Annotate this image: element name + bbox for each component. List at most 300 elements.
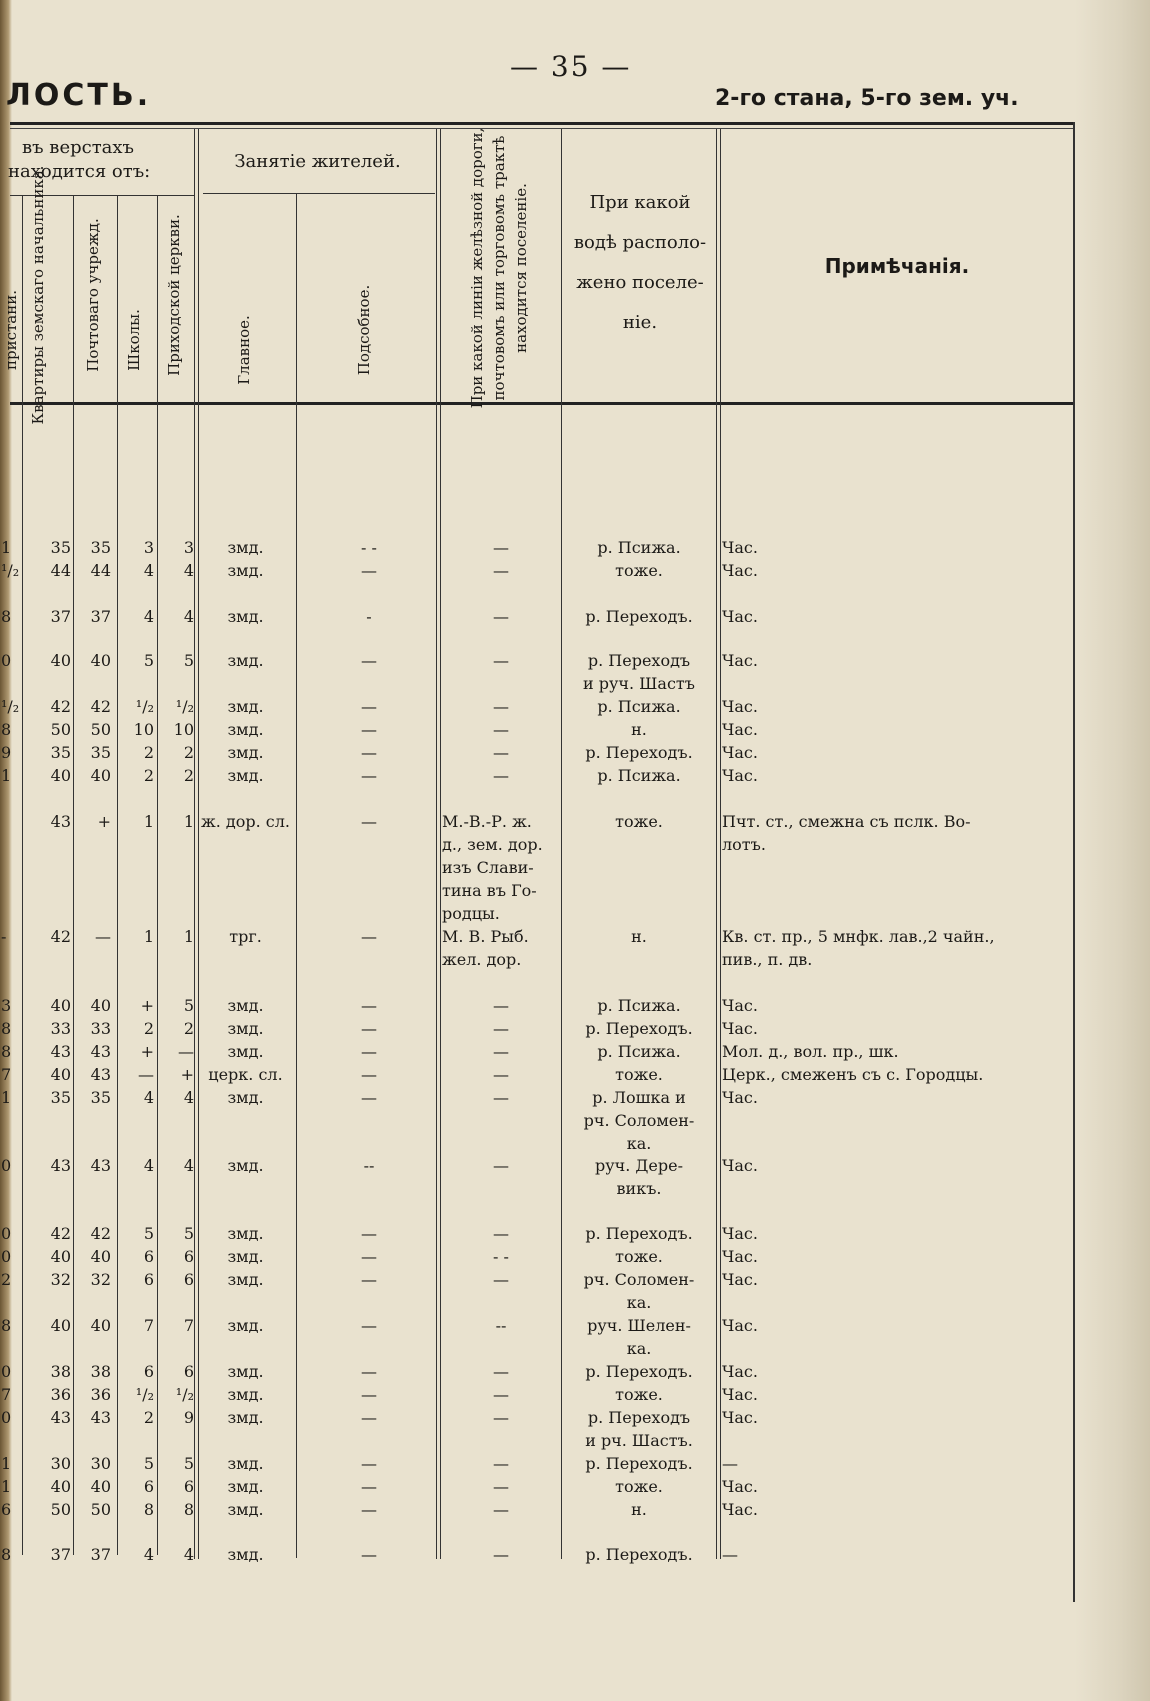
cell-edge: 0 <box>1 651 12 670</box>
cell-dist-post: 42 <box>90 697 111 716</box>
cell-dist-church: 6 <box>183 1270 194 1289</box>
cell-water: н. <box>631 927 647 946</box>
cell-aux-occupation: — <box>361 1545 377 1564</box>
cell-aux-occupation: — <box>361 561 377 580</box>
cell-water: тоже. <box>615 1247 663 1266</box>
cell-aux-occupation: — <box>361 812 377 831</box>
cell-railway: — <box>493 1088 509 1107</box>
cell-dist-zemsky: 38 <box>50 1362 71 1381</box>
cell-railway: родцы. <box>442 904 500 923</box>
cell-dist-church: 2 <box>183 743 194 762</box>
cell-railway: — <box>493 1362 509 1381</box>
cell-water: р. Переходъ. <box>585 1454 693 1473</box>
cell-dist-zemsky: 40 <box>50 766 71 785</box>
header-notes: Примѣчанія. <box>824 254 970 278</box>
cell-water: р. Переходъ. <box>585 743 693 762</box>
cell-water: р. Переходъ. <box>585 1224 693 1243</box>
cell-water: и рч. Шастъ. <box>585 1431 693 1450</box>
cell-main-occupation: церк. сл. <box>208 1065 283 1084</box>
cell-railway: — <box>493 607 509 626</box>
cell-aux-occupation: — <box>361 1224 377 1243</box>
cell-railway: — <box>493 561 509 580</box>
cell-main-occupation: змд. <box>227 743 264 762</box>
cell-dist-zemsky: 40 <box>50 651 71 670</box>
cell-dist-school: 4 <box>143 1088 154 1107</box>
cell-main-occupation: змд. <box>227 607 264 626</box>
cell-dist-church: 6 <box>183 1362 194 1381</box>
cell-dist-school: 6 <box>143 1270 154 1289</box>
cell-railway: — <box>493 1408 509 1427</box>
cell-dist-church: 2 <box>183 766 194 785</box>
cell-dist-church: 6 <box>183 1477 194 1496</box>
cell-notes: Час. <box>722 1408 758 1427</box>
cell-water: р. Переходъ. <box>585 1019 693 1038</box>
cell-dist-zemsky: 42 <box>50 697 71 716</box>
cell-main-occupation: змд. <box>227 1316 264 1335</box>
cell-notes: Час. <box>722 766 758 785</box>
cell-main-occupation: змд. <box>227 1362 264 1381</box>
cell-water: р. Псижа. <box>597 538 681 557</box>
occupation-group-header: Занятіе жителей. <box>234 151 401 172</box>
cell-dist-post: 50 <box>90 720 111 739</box>
cell-dist-church: 3 <box>183 538 194 557</box>
cell-edge: 8 <box>1 1042 12 1061</box>
cell-dist-school: 4 <box>143 607 154 626</box>
cell-dist-zemsky: 37 <box>50 1545 71 1564</box>
cell-aux-occupation: — <box>361 1247 377 1266</box>
cell-dist-school: — <box>138 1065 154 1084</box>
cell-water: р. Переходъ <box>587 1408 691 1427</box>
cell-railway: — <box>493 996 509 1015</box>
cell-main-occupation: змд. <box>227 766 264 785</box>
cell-water: тоже. <box>615 812 663 831</box>
cell-aux-occupation: — <box>361 1362 377 1381</box>
cell-aux-occupation: — <box>361 743 377 762</box>
cell-railway: — <box>493 1270 509 1289</box>
volost-title: ЛОСТЬ. <box>6 78 152 113</box>
cell-railway: - - <box>493 1247 509 1266</box>
cell-aux-occupation: — <box>361 697 377 716</box>
cell-edge: 1 <box>1 766 12 785</box>
cell-main-occupation: змд. <box>227 1156 264 1175</box>
cell-edge: 0 <box>1 1408 12 1427</box>
cell-main-occupation: змд. <box>227 1019 264 1038</box>
cell-dist-church: 1 <box>183 812 194 831</box>
cell-notes: Церк., смеженъ съ с. Городцы. <box>722 1065 984 1084</box>
cell-dist-zemsky: 40 <box>50 1065 71 1084</box>
cell-water: н. <box>631 720 647 739</box>
cell-main-occupation: змд. <box>227 996 264 1015</box>
header-railway: При какой линіи желѣзной дороги, почтовомъ или торговомъ трактѣ находится поселеніе. <box>468 127 530 409</box>
cell-dist-school: 5 <box>143 1224 154 1243</box>
cell-water: руч. Шелен- <box>587 1316 691 1335</box>
cell-railway: изъ Слави- <box>442 858 534 877</box>
cell-edge: 1 <box>1 1088 12 1107</box>
cell-dist-zemsky: 43 <box>50 1408 71 1427</box>
col-rule <box>117 195 118 1555</box>
cell-main-occupation: змд. <box>227 1454 264 1473</box>
cell-railway: М. В. Рыб. <box>442 927 529 946</box>
cell-dist-post: 40 <box>90 996 111 1015</box>
cell-dist-school: 4 <box>143 1156 154 1175</box>
cell-edge: 0 <box>1 1156 12 1175</box>
cell-main-occupation: змд. <box>227 1408 264 1427</box>
cell-notes: Час. <box>722 1500 758 1519</box>
cell-railway: — <box>493 651 509 670</box>
cell-dist-school: 2 <box>143 1408 154 1427</box>
cell-water: р. Псижа. <box>597 766 681 785</box>
cell-railway: тина въ Го- <box>442 881 537 900</box>
stan-title: 2-го стана, 5-го зем. уч. <box>715 86 1019 111</box>
cell-dist-school: 7 <box>143 1316 154 1335</box>
cell-railway: — <box>493 1156 509 1175</box>
cell-dist-church: + <box>180 1065 194 1084</box>
cell-dist-post: 40 <box>90 766 111 785</box>
cell-water: р. Псижа. <box>597 697 681 716</box>
cell-edge: 7 <box>1 1065 12 1084</box>
cell-dist-zemsky: 44 <box>50 561 71 580</box>
cell-water: тоже. <box>615 561 663 580</box>
distance-group-header: въ верстахъ находится отъ: <box>8 137 151 182</box>
cell-edge: 9 <box>1 743 12 762</box>
cell-notes: Час. <box>722 1156 758 1175</box>
cell-dist-zemsky: 40 <box>50 1247 71 1266</box>
cell-dist-school: ¹/₂ <box>135 1385 154 1404</box>
cell-main-occupation: змд. <box>227 561 264 580</box>
cell-edge: 8 <box>1 1316 12 1335</box>
cell-water: ка. <box>626 1293 652 1312</box>
cell-dist-school: 2 <box>143 1019 154 1038</box>
cell-main-occupation: змд. <box>227 1270 264 1289</box>
cell-edge: - <box>1 927 7 946</box>
cell-main-occupation: змд. <box>227 651 264 670</box>
header-edge-col: пристани. <box>2 290 20 371</box>
cell-notes: Час. <box>722 607 758 626</box>
cell-edge: 6 <box>1 1500 12 1519</box>
cell-aux-occupation: — <box>361 766 377 785</box>
cell-edge: 8 <box>1 1019 12 1038</box>
cell-notes: Час. <box>722 561 758 580</box>
cell-dist-post: 32 <box>90 1270 111 1289</box>
cell-dist-school: 6 <box>143 1362 154 1381</box>
cell-water: н. <box>631 1500 647 1519</box>
cell-dist-zemsky: 43 <box>50 1156 71 1175</box>
cell-dist-church: 8 <box>183 1500 194 1519</box>
cell-edge: 3 <box>1 996 12 1015</box>
header-water: При какой водѣ располо- жено поселе- ніе. <box>573 192 707 333</box>
cell-dist-church: 9 <box>183 1408 194 1427</box>
cell-dist-school: 5 <box>143 1454 154 1473</box>
cell-aux-occupation: — <box>361 1500 377 1519</box>
header-aux: Подсобное. <box>355 284 373 376</box>
cell-dist-zemsky: 43 <box>50 1042 71 1061</box>
cell-aux-occupation: — <box>361 1316 377 1335</box>
cell-aux-occupation: — <box>361 927 377 946</box>
cell-dist-church: 1 <box>183 927 194 946</box>
cell-main-occupation: змд. <box>227 1477 264 1496</box>
cell-aux-occupation: -- <box>363 1156 375 1175</box>
cell-edge: 1 <box>1 1454 12 1473</box>
cell-dist-post: 43 <box>90 1042 111 1061</box>
cell-dist-zemsky: 35 <box>50 538 71 557</box>
cell-notes: — <box>722 1545 738 1564</box>
cell-water: р. Переходъ <box>587 651 691 670</box>
cell-aux-occupation: — <box>361 1454 377 1473</box>
cell-dist-school: ¹/₂ <box>135 697 154 716</box>
cell-notes: Час. <box>722 697 758 716</box>
col-rule <box>73 195 74 1555</box>
cell-notes: Час. <box>722 1088 758 1107</box>
cell-railway: — <box>493 1019 509 1038</box>
cell-dist-school: 2 <box>143 766 154 785</box>
cell-railway: — <box>493 1042 509 1061</box>
cell-dist-school: 1 <box>143 812 154 831</box>
cell-railway: М.-В.-Р. ж. <box>442 812 532 831</box>
header-school: Школы. <box>125 309 143 371</box>
cell-aux-occupation: — <box>361 996 377 1015</box>
cell-dist-zemsky: 35 <box>50 1088 71 1107</box>
cell-notes: — <box>722 1454 738 1473</box>
cell-dist-church: — <box>178 1042 194 1061</box>
col-rule-double <box>436 129 441 1559</box>
cell-dist-post: 30 <box>90 1454 111 1473</box>
cell-dist-post: 37 <box>90 1545 111 1564</box>
cell-main-occupation: змд. <box>227 1385 264 1404</box>
cell-dist-church: 7 <box>183 1316 194 1335</box>
cell-notes: Час. <box>722 1477 758 1496</box>
cell-railway: — <box>493 1065 509 1084</box>
cell-dist-church: 5 <box>183 996 194 1015</box>
cell-water: и руч. Шастъ <box>583 674 695 693</box>
cell-dist-church: 6 <box>183 1247 194 1266</box>
cell-notes: пив., п. дв. <box>722 950 813 969</box>
cell-dist-post: + <box>97 812 111 831</box>
cell-dist-zemsky: 40 <box>50 1477 71 1496</box>
header-post: Почтоваго учрежд. <box>84 218 102 372</box>
cell-dist-church: ¹/₂ <box>175 697 194 716</box>
cell-water: р. Лошка и <box>592 1088 686 1107</box>
cell-dist-school: + <box>140 1042 154 1061</box>
cell-dist-post: 40 <box>90 1477 111 1496</box>
cell-edge: 0 <box>1 1224 12 1243</box>
cell-notes: Мол. д., вол. пр., шк. <box>722 1042 899 1061</box>
cell-edge: 8 <box>1 720 12 739</box>
page-number: — 35 — <box>510 50 632 83</box>
cell-dist-school: 6 <box>143 1477 154 1496</box>
cell-notes: Час. <box>722 720 758 739</box>
cell-railway: -- <box>495 1316 507 1335</box>
cell-railway: — <box>493 1454 509 1473</box>
cell-railway: — <box>493 1545 509 1564</box>
cell-dist-post: 44 <box>90 561 111 580</box>
cell-notes: Час. <box>722 651 758 670</box>
cell-dist-church: 4 <box>183 1545 194 1564</box>
cell-dist-church: 10 <box>173 720 194 739</box>
col-rule <box>296 193 297 1558</box>
cell-notes: Час. <box>722 1019 758 1038</box>
cell-aux-occupation: - - <box>361 538 377 557</box>
cell-dist-school: 2 <box>143 743 154 762</box>
cell-notes: Час. <box>722 996 758 1015</box>
cell-dist-zemsky: 32 <box>50 1270 71 1289</box>
cell-dist-school: 4 <box>143 561 154 580</box>
cell-dist-post: — <box>95 927 111 946</box>
cell-dist-zemsky: 40 <box>50 996 71 1015</box>
cell-notes: Пчт. ст., смежна съ пслк. Во- <box>722 812 971 831</box>
header-main: Главное. <box>235 315 253 385</box>
cell-dist-post: 33 <box>90 1019 111 1038</box>
cell-edge: 8 <box>1 607 12 626</box>
cell-dist-post: 50 <box>90 1500 111 1519</box>
cell-dist-church: 5 <box>183 651 194 670</box>
cell-railway: — <box>493 743 509 762</box>
cell-aux-occupation: — <box>361 1065 377 1084</box>
cell-dist-post: 38 <box>90 1362 111 1381</box>
cell-railway: — <box>493 538 509 557</box>
cell-edge: 1 <box>1 1477 12 1496</box>
cell-aux-occupation: — <box>361 1477 377 1496</box>
cell-dist-zemsky: 43 <box>50 812 71 831</box>
header-church: Приходской церкви. <box>165 214 183 376</box>
cell-main-occupation: змд. <box>227 1500 264 1519</box>
cell-dist-post: 36 <box>90 1385 111 1404</box>
cell-dist-post: 43 <box>90 1065 111 1084</box>
cell-dist-zemsky: 42 <box>50 927 71 946</box>
header-zemsky: Квартиры земскаго начальника. <box>29 165 47 425</box>
cell-dist-post: 35 <box>90 538 111 557</box>
cell-main-occupation: змд. <box>227 538 264 557</box>
cell-aux-occupation: — <box>361 1408 377 1427</box>
cell-dist-school: 10 <box>133 720 154 739</box>
cell-water: ка. <box>626 1339 652 1358</box>
cell-main-occupation: ж. дор. сл. <box>201 812 290 831</box>
cell-railway: д., зем. дор. <box>442 835 543 854</box>
cell-water: тоже. <box>615 1477 663 1496</box>
cell-railway: — <box>493 720 509 739</box>
cell-dist-zemsky: 37 <box>50 607 71 626</box>
cell-dist-school: 4 <box>143 1545 154 1564</box>
cell-railway: — <box>493 1500 509 1519</box>
cell-notes: Час. <box>722 1247 758 1266</box>
cell-water: тоже. <box>615 1065 663 1084</box>
cell-edge: 0 <box>1 1247 12 1266</box>
cell-main-occupation: змд. <box>227 1088 264 1107</box>
cell-dist-post: 43 <box>90 1408 111 1427</box>
cell-railway: — <box>493 697 509 716</box>
cell-notes: Кв. ст. пр., 5 мнфк. лав.,2 чайн., <box>722 927 995 946</box>
cell-dist-school: 5 <box>143 651 154 670</box>
cell-dist-post: 35 <box>90 743 111 762</box>
cell-dist-post: 40 <box>90 1247 111 1266</box>
cell-dist-church: 5 <box>183 1224 194 1243</box>
cell-dist-church: 4 <box>183 1156 194 1175</box>
cell-railway: — <box>493 766 509 785</box>
cell-dist-post: 37 <box>90 607 111 626</box>
cell-dist-zemsky: 42 <box>50 1224 71 1243</box>
cell-main-occupation: трг. <box>229 927 262 946</box>
cell-aux-occupation: — <box>361 1088 377 1107</box>
cell-dist-zemsky: 33 <box>50 1019 71 1038</box>
col-rule-double <box>194 129 199 1559</box>
cell-notes: Час. <box>722 1385 758 1404</box>
page-right-edge <box>1075 0 1150 1701</box>
cell-water: ка. <box>626 1134 652 1153</box>
cell-edge: 2 <box>1 1270 12 1289</box>
cell-railway: — <box>493 1224 509 1243</box>
cell-dist-church: 4 <box>183 607 194 626</box>
cell-water: р. Переходъ. <box>585 1545 693 1564</box>
cell-dist-post: 42 <box>90 1224 111 1243</box>
cell-notes: Час. <box>722 1270 758 1289</box>
cell-dist-school: 1 <box>143 927 154 946</box>
table-right-rule <box>1073 122 1075 1602</box>
cell-edge: 0 <box>1 1362 12 1381</box>
cell-water: викъ. <box>616 1179 662 1198</box>
cell-notes: Час. <box>722 1316 758 1335</box>
cell-dist-post: 40 <box>90 1316 111 1335</box>
cell-aux-occupation: — <box>361 1270 377 1289</box>
cell-main-occupation: змд. <box>227 697 264 716</box>
cell-edge: ¹/₂ <box>1 561 20 580</box>
cell-dist-church: ¹/₂ <box>175 1385 194 1404</box>
cell-water: рч. Соломен- <box>583 1270 695 1289</box>
cell-notes: Час. <box>722 538 758 557</box>
cell-railway: жел. дор. <box>442 950 522 969</box>
cell-railway: — <box>493 1477 509 1496</box>
cell-dist-zemsky: 50 <box>50 1500 71 1519</box>
cell-edge: 1 <box>1 538 12 557</box>
cell-edge: 8 <box>1 1545 12 1564</box>
cell-water: р. Переходъ. <box>585 1362 693 1381</box>
cell-aux-occupation: — <box>361 720 377 739</box>
cell-water: р. Псижа. <box>597 1042 681 1061</box>
cell-notes: лотъ. <box>722 835 766 854</box>
cell-dist-zemsky: 36 <box>50 1385 71 1404</box>
cell-edge: 7 <box>1 1385 12 1404</box>
cell-water: тоже. <box>615 1385 663 1404</box>
cell-water: р. Переходъ. <box>585 607 693 626</box>
cell-aux-occupation: — <box>361 1385 377 1404</box>
cell-aux-occupation: — <box>361 651 377 670</box>
cell-dist-post: 43 <box>90 1156 111 1175</box>
cell-dist-zemsky: 30 <box>50 1454 71 1473</box>
cell-aux-occupation: — <box>361 1019 377 1038</box>
cell-notes: Час. <box>722 1362 758 1381</box>
cell-main-occupation: змд. <box>227 720 264 739</box>
cell-main-occupation: змд. <box>227 1247 264 1266</box>
cell-main-occupation: змд. <box>227 1224 264 1243</box>
col-rule-double <box>716 129 721 1559</box>
cell-aux-occupation: - <box>366 607 372 626</box>
cell-notes: Час. <box>722 1224 758 1243</box>
cell-aux-occupation: — <box>361 1042 377 1061</box>
cell-dist-zemsky: 50 <box>50 720 71 739</box>
cell-water: р. Псижа. <box>597 996 681 1015</box>
cell-edge: ¹/₂ <box>1 697 20 716</box>
cell-dist-church: 2 <box>183 1019 194 1038</box>
col-rule <box>157 195 158 1555</box>
cell-water: руч. Дере- <box>595 1156 683 1175</box>
col-rule <box>561 129 562 1559</box>
cell-dist-school: 8 <box>143 1500 154 1519</box>
cell-dist-church: 4 <box>183 561 194 580</box>
cell-dist-zemsky: 40 <box>50 1316 71 1335</box>
cell-main-occupation: змд. <box>227 1042 264 1061</box>
cell-dist-church: 5 <box>183 1454 194 1473</box>
cell-dist-school: + <box>140 996 154 1015</box>
cell-railway: — <box>493 1385 509 1404</box>
cell-dist-school: 3 <box>143 538 154 557</box>
